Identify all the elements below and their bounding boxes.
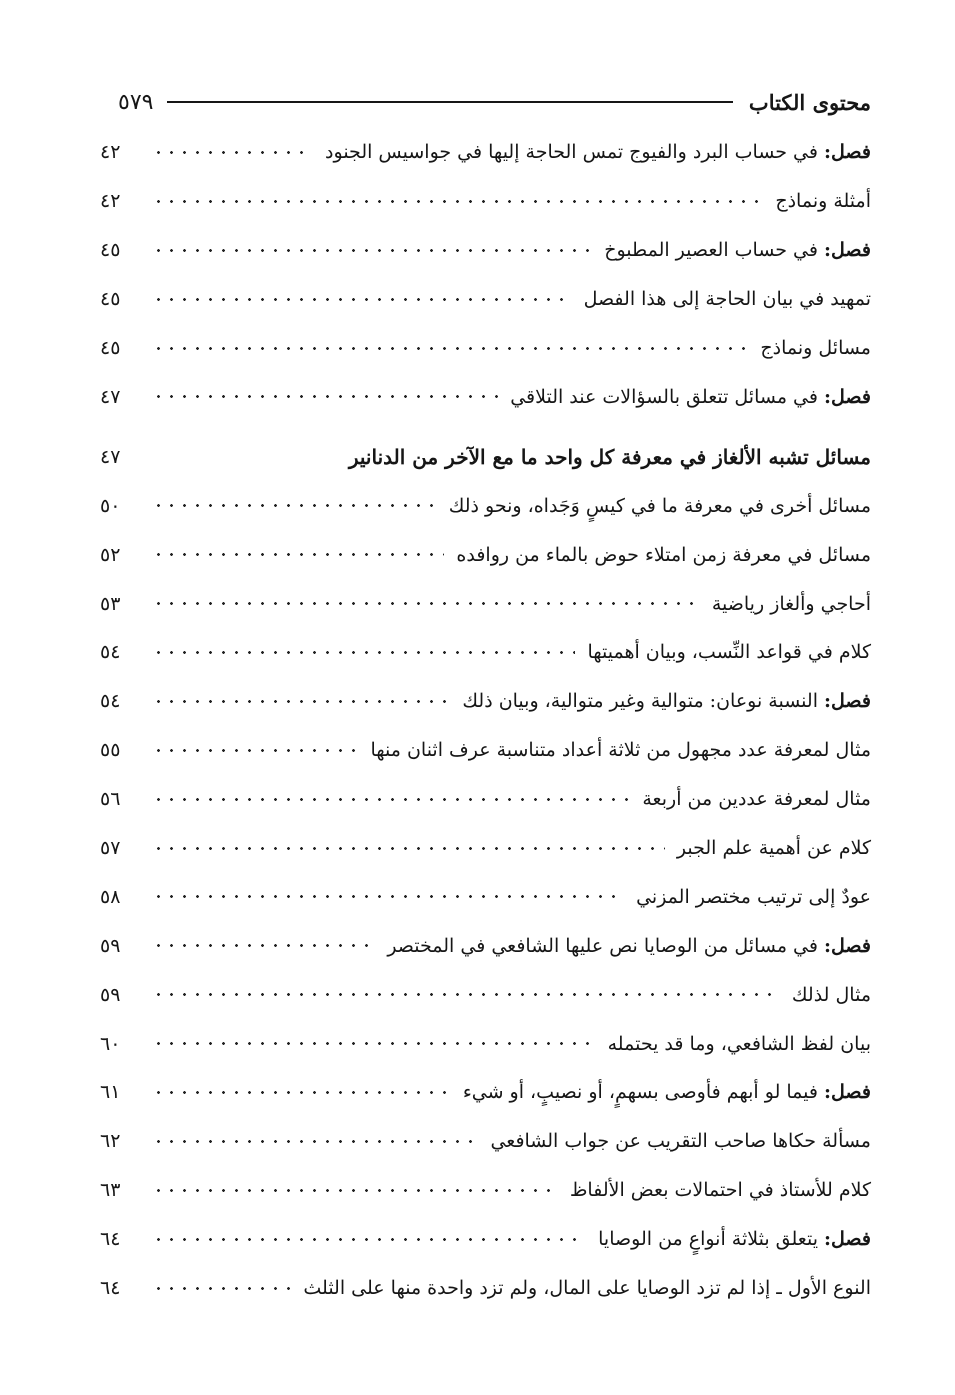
toc-entry-text: مسائل تشبه الألغاز في معرفة كل واحد ما مع الآخر من الدنانير	[348, 445, 871, 470]
toc-row	[100, 628, 871, 677]
toc-entry-title	[370, 739, 871, 761]
toc-row	[100, 579, 871, 628]
toc-entry-text: مثال لذلك	[791, 983, 871, 1006]
header-title: محتوى الكتاب	[748, 89, 871, 115]
dot-leader	[152, 650, 575, 655]
toc-row	[100, 1166, 871, 1215]
toc-entry-title	[490, 1130, 871, 1152]
toc-entry-text: في حساب العصير المطبوخ	[604, 239, 818, 262]
toc-entry-text: في مسائل من الوصايا نص عليها الشافعي في المختصر	[387, 934, 818, 957]
toc-entry-text: مثال لمعرفة عدد مجهول من ثلاثة أعداد متناسبة عرف اثنان منها	[370, 739, 871, 762]
toc-page-number: ٥٠	[100, 494, 121, 517]
toc-entry-text: فيما لو أبهم فأوصى بسهمٍ، أو نصيبٍ، أو شيء	[462, 1081, 818, 1104]
toc-page-number: ٥٦	[100, 788, 121, 811]
dot-leader	[152, 1286, 291, 1291]
toc-entry-label: فصل:	[824, 1228, 871, 1251]
toc-row	[100, 530, 871, 579]
toc-entry-text: النوع الأول ـ إذا لم تزد الوصايا على المال، ولم تزد واحدة منها على الثلث	[303, 1277, 871, 1300]
toc-page-number: ٤٧	[100, 385, 121, 408]
toc-page-number: ٤٧	[100, 446, 121, 469]
toc-page-number: ٦٠	[100, 1032, 121, 1055]
toc-entry-title	[642, 788, 871, 810]
toc-page-number: ٤٥	[100, 337, 121, 359]
toc-entry-title	[325, 141, 871, 163]
toc-row	[100, 226, 871, 275]
toc-page-number: ٤٢	[100, 141, 121, 164]
toc-entry-label: فصل:	[824, 141, 871, 164]
toc-entry-title	[604, 239, 871, 261]
table-of-contents	[100, 128, 871, 1312]
toc-entry-title	[303, 1277, 871, 1299]
toc-row	[100, 1215, 871, 1264]
toc-row	[100, 128, 871, 177]
dot-leader	[152, 748, 358, 753]
dot-leader	[152, 1237, 586, 1242]
toc-row	[100, 1019, 871, 1068]
dot-leader	[152, 248, 592, 253]
toc-row	[100, 677, 871, 726]
toc-page-number: ٥٧	[100, 837, 121, 860]
toc-entry-text: النسبة نوعان: متوالية وغير متوالية، وبيان ذلك	[462, 690, 818, 713]
toc-page-number: ٥٩	[100, 934, 121, 957]
toc-row	[100, 1068, 871, 1117]
toc-entry-text: كلام عن أهمية علم الجبر	[676, 837, 871, 860]
dot-leader	[152, 297, 572, 302]
toc-row	[100, 775, 871, 824]
toc-entry-title	[712, 593, 871, 615]
toc-page-number: ٥٤	[100, 690, 121, 713]
toc-entry-title	[584, 288, 871, 310]
toc-page-number: ٥٩	[100, 983, 121, 1006]
toc-page-number: ٥٥	[100, 739, 121, 762]
dot-leader	[152, 199, 763, 204]
dot-leader	[152, 1041, 596, 1046]
dot-leader	[152, 797, 630, 802]
toc-page-number: ٤٥	[100, 239, 121, 262]
toc-entry-text: في حساب البرد والفيوج تمس الحاجة إليها في جواسيس الجنود	[325, 141, 818, 164]
toc-entry-title	[775, 190, 871, 212]
running-header	[118, 82, 871, 122]
toc-entry-label: فصل:	[824, 1081, 871, 1104]
dot-leader	[152, 346, 748, 351]
toc-row	[100, 726, 871, 775]
dot-leader	[152, 992, 780, 997]
toc-entry-title	[598, 1228, 871, 1250]
toc-entry-title	[349, 445, 871, 469]
toc-page-number: ٥٢	[100, 543, 121, 566]
toc-entry-text: مسائل ونماذج	[760, 337, 871, 359]
toc-entry-title	[463, 1081, 871, 1103]
dot-leader	[152, 943, 375, 948]
toc-page-number: ٦٢	[100, 1130, 121, 1153]
toc-entry-text: في مسائل تتعلق بالسؤالات عند التلاقي	[510, 385, 818, 408]
toc-entry-text: مسائل في معرفة زمن امتلاء حوض بالماء من روافده	[456, 543, 871, 566]
toc-row	[100, 921, 871, 970]
toc-page-number: ٤٥	[100, 288, 121, 311]
toc-entry-text: مسألة حكاها صاحب التقريب عن جواب الشافعي	[490, 1130, 871, 1153]
toc-row	[100, 1264, 871, 1313]
toc-entry-title	[608, 1033, 871, 1055]
toc-entry-title	[510, 386, 871, 408]
toc-entry-label: فصل:	[824, 690, 871, 713]
dot-leader	[152, 846, 665, 851]
toc-page-number: ٦٤	[100, 1228, 121, 1251]
toc-entry-title	[587, 641, 871, 663]
toc-entry-title	[792, 984, 871, 1006]
toc-page-number: ٥٣	[100, 592, 121, 615]
toc-page-number: ٦٤	[100, 1277, 121, 1300]
toc-entry-label: فصل:	[824, 385, 871, 408]
dot-leader	[152, 150, 313, 155]
toc-row	[100, 970, 871, 1019]
dot-leader	[152, 552, 444, 557]
toc-row	[100, 372, 871, 421]
toc-entry-title	[760, 337, 871, 359]
toc-entry-text: أمثلة ونماذج	[775, 190, 871, 213]
toc-page-number: ٥٤	[100, 641, 121, 664]
header-rule	[167, 101, 732, 103]
dot-leader	[152, 503, 437, 508]
dot-leader	[152, 1139, 478, 1144]
toc-row	[100, 177, 871, 226]
toc-entry-text: مثال لمعرفة عددين من أربعة	[642, 788, 871, 811]
dot-leader	[152, 894, 624, 899]
toc-entry-label: فصل:	[824, 239, 871, 262]
toc-row	[100, 824, 871, 873]
header-page-number: ٥٧٩	[118, 89, 154, 115]
toc-entry-text: عودٌ إلى ترتيب مختصر المزني	[636, 885, 871, 908]
toc-row	[100, 872, 871, 921]
dot-leader	[152, 699, 450, 704]
toc-entry-text: بيان لفظ الشافعي، وما قد يحتمله	[607, 1032, 871, 1055]
dot-leader	[152, 1090, 451, 1095]
toc-entry-text: كلام للأستاذ في احتمالات بعض الألفاظ	[569, 1179, 871, 1202]
toc-page-number: ٥٨	[100, 885, 121, 908]
toc-page-number: ٤٢	[100, 190, 121, 213]
toc-row	[100, 481, 871, 530]
toc-entry-text: مسائل أخرى في معرفة ما في كيسٍ وَجَداه، ونحو ذلك	[448, 494, 871, 517]
toc-page-number: ٦٣	[100, 1179, 121, 1202]
toc-entry-label: فصل:	[824, 934, 871, 957]
toc-entry-title	[456, 544, 871, 566]
dot-leader	[152, 1188, 558, 1193]
dot-leader	[152, 455, 337, 460]
toc-row	[100, 1117, 871, 1166]
toc-row	[100, 275, 871, 324]
toc-heading-row	[100, 421, 871, 481]
toc-entry-title	[636, 886, 871, 908]
toc-entry-title	[449, 495, 871, 517]
toc-entry-title	[677, 837, 871, 859]
dot-leader	[152, 394, 498, 399]
toc-entry-title	[462, 690, 871, 712]
toc-page-number: ٦١	[100, 1081, 121, 1104]
toc-entry-text: كلام في قواعد النِّسب، وبيان أهميتها	[587, 641, 871, 664]
toc-row	[100, 324, 871, 373]
toc-entry-title	[570, 1179, 871, 1201]
toc-entry-text: تمهيد في بيان الحاجة إلى هذا الفصل	[583, 288, 871, 311]
toc-entry-title	[387, 935, 871, 957]
toc-entry-text: أحاجي وألغاز رياضية	[711, 592, 871, 615]
toc-entry-text: يتعلق بثلاثة أنواعٍ من الوصايا	[598, 1228, 818, 1251]
dot-leader	[152, 601, 700, 606]
